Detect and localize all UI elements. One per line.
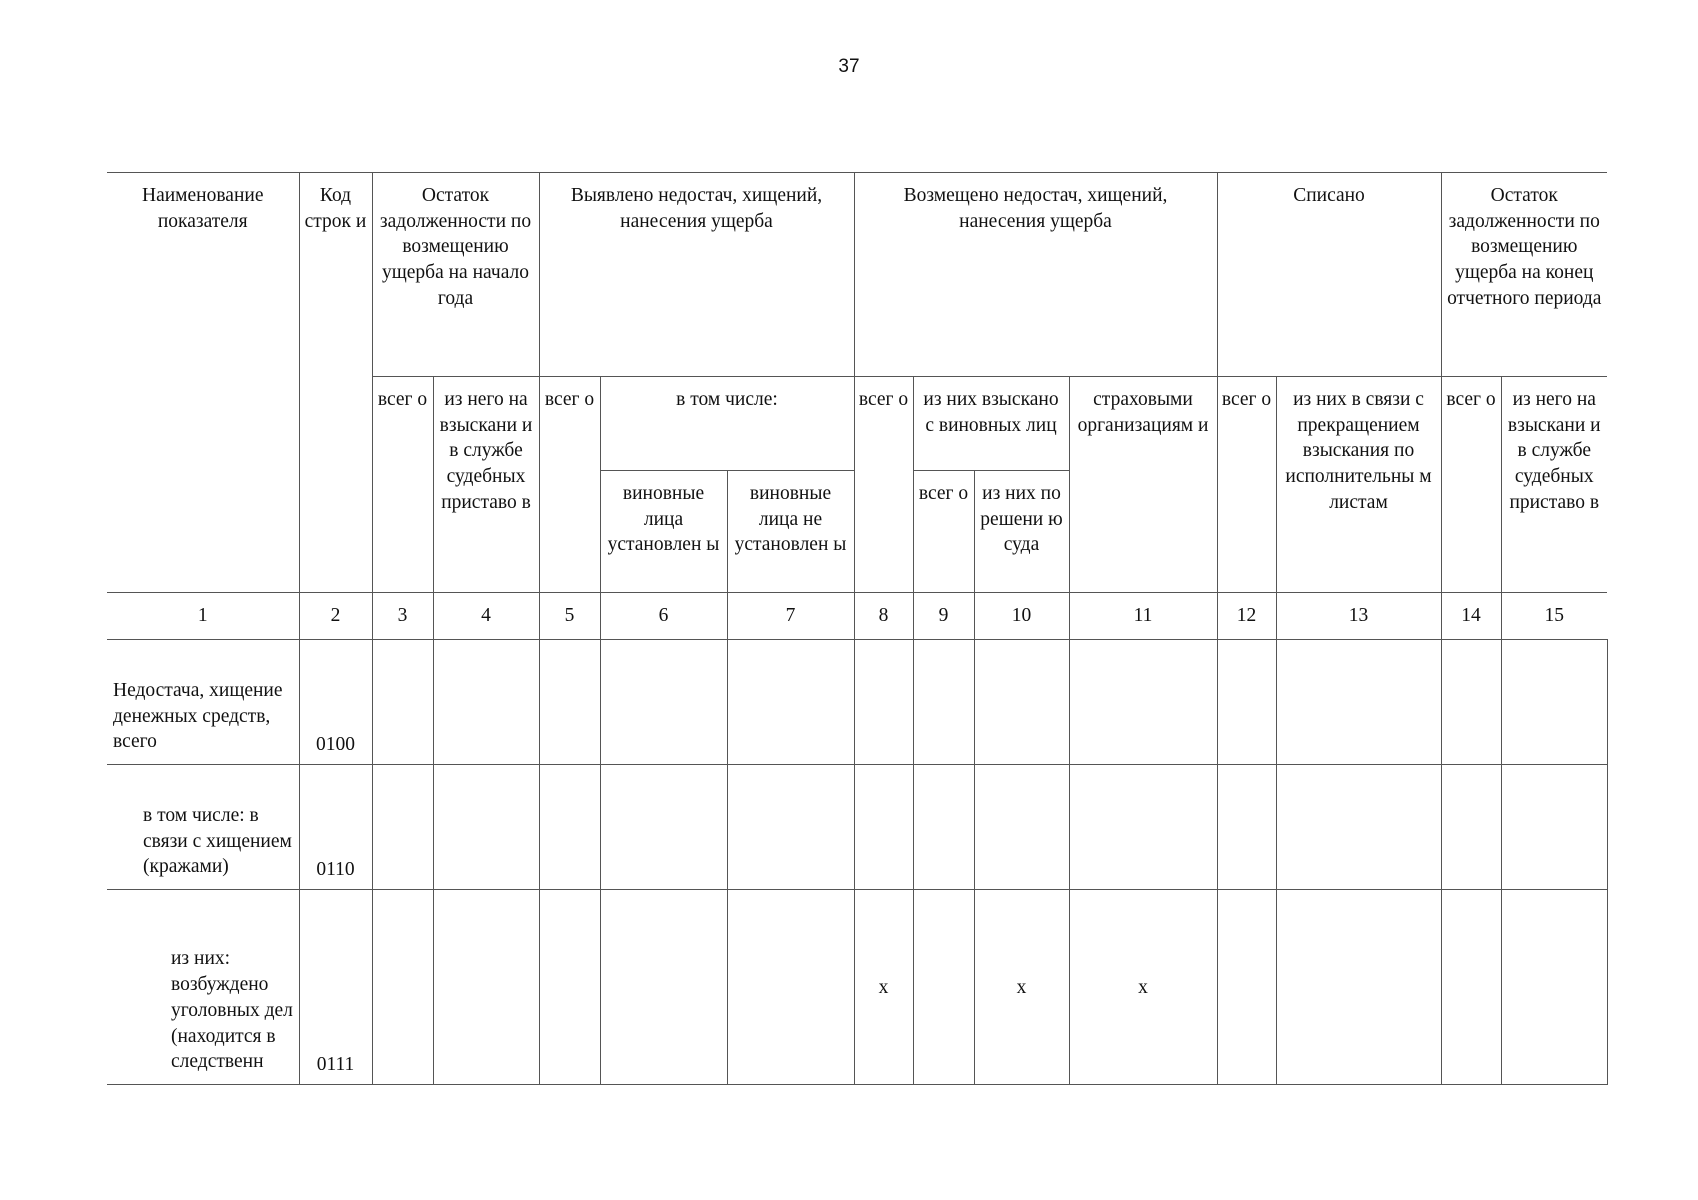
page-number: 37 xyxy=(838,56,860,77)
data-cell xyxy=(974,640,1069,765)
header-from-guilty: из них взыскано с виновных лиц xyxy=(913,377,1069,471)
data-cell xyxy=(913,640,974,765)
header-guilty-unknown: виновные лица не установлен ы xyxy=(727,471,854,593)
row-name xyxy=(107,765,299,890)
data-cell-excluded: x xyxy=(1069,890,1217,1085)
data-cell xyxy=(372,640,433,765)
data-cell xyxy=(1217,640,1276,765)
report-table xyxy=(107,172,1608,1085)
header-total-1: всег о xyxy=(372,377,433,593)
column-number: 10 xyxy=(974,593,1069,640)
column-number: 6 xyxy=(600,593,727,640)
header-total-3: всег о xyxy=(854,377,913,593)
data-cell xyxy=(854,765,913,890)
data-cell xyxy=(600,890,727,1085)
data-cell xyxy=(1501,890,1607,1085)
data-cell xyxy=(539,890,600,1085)
header-row-1 xyxy=(107,173,1607,377)
header-total-4: всег о xyxy=(913,471,974,593)
header-total-6: всег о xyxy=(1441,377,1501,593)
column-number: 3 xyxy=(372,593,433,640)
column-numbers-row xyxy=(107,593,1607,640)
column-number: 11 xyxy=(1069,593,1217,640)
header-bailiffs-2: из него на взыскани и в службе судебных приставо в xyxy=(1501,377,1607,593)
column-number: 13 xyxy=(1276,593,1441,640)
header-written-off: Списано xyxy=(1217,173,1441,377)
header-balance-end: Остаток задолженности по возмещению ущерба на конец отчетного периода xyxy=(1441,173,1607,377)
header-detected: Выявлено недостач, хищений, нанесения ущерба xyxy=(539,173,854,377)
data-cell xyxy=(1441,640,1501,765)
table-row xyxy=(107,890,1607,1085)
header-name: Наименование показателя xyxy=(107,173,299,593)
header-recovered: Возмещено недостач, хищений, нанесения ущерба xyxy=(854,173,1217,377)
row-name xyxy=(107,890,299,1085)
data-cell xyxy=(1501,640,1607,765)
data-cell xyxy=(913,765,974,890)
header-by-court: из них по решени ю суда xyxy=(974,471,1069,593)
header-insurance: страховыми организациям и xyxy=(1069,377,1217,593)
header-bailiffs-1: из него на взыскани и в службе судебных приставо в xyxy=(433,377,539,593)
data-cell xyxy=(539,765,600,890)
data-cell xyxy=(1217,765,1276,890)
column-number: 1 xyxy=(107,593,299,640)
data-cell-excluded: x xyxy=(854,890,913,1085)
column-number: 7 xyxy=(727,593,854,640)
row-code: 0110 xyxy=(299,765,372,890)
data-cell xyxy=(974,765,1069,890)
table-row xyxy=(107,765,1607,890)
data-cell xyxy=(600,640,727,765)
row-code: 0100 xyxy=(299,640,372,765)
row-name-text: из них: возбуждено уголовных дел (находится в следственн xyxy=(171,948,293,1073)
column-number: 14 xyxy=(1441,593,1501,640)
data-cell xyxy=(1501,765,1607,890)
data-cell xyxy=(1276,765,1441,890)
column-number: 8 xyxy=(854,593,913,640)
data-cell xyxy=(913,890,974,1085)
data-cell xyxy=(727,765,854,890)
row-name xyxy=(107,640,299,765)
header-total-2: всег о xyxy=(539,377,600,593)
data-cell-excluded: x xyxy=(974,890,1069,1085)
data-cell xyxy=(433,765,539,890)
data-cell xyxy=(372,890,433,1085)
header-writeoff-reason: из них в связи с прекращением взыскания по исполнительны м листам xyxy=(1276,377,1441,593)
data-cell xyxy=(1217,890,1276,1085)
data-cell xyxy=(854,640,913,765)
data-cell xyxy=(600,765,727,890)
header-including: в том числе: xyxy=(600,377,854,471)
data-cell xyxy=(727,640,854,765)
column-number: 5 xyxy=(539,593,600,640)
row-name-text: в том числе: в связи с хищением (кражами) xyxy=(143,804,292,878)
data-cell xyxy=(1276,890,1441,1085)
data-cell xyxy=(539,640,600,765)
row-code: 0111 xyxy=(299,890,372,1085)
data-cell xyxy=(1441,890,1501,1085)
data-cell xyxy=(372,765,433,890)
header-total-5: всег о xyxy=(1217,377,1276,593)
data-cell xyxy=(1441,765,1501,890)
table-row xyxy=(107,640,1607,765)
header-code: Код строк и xyxy=(299,173,372,593)
column-number: 12 xyxy=(1217,593,1276,640)
column-number: 9 xyxy=(913,593,974,640)
row-name-text: Недостача, хищение денежных средств, всего xyxy=(113,679,283,753)
data-cell xyxy=(433,640,539,765)
column-number: 2 xyxy=(299,593,372,640)
data-cell xyxy=(1069,640,1217,765)
data-cell xyxy=(727,890,854,1085)
column-number: 4 xyxy=(433,593,539,640)
header-guilty-known: виновные лица установлен ы xyxy=(600,471,727,593)
header-balance-start: Остаток задолженности по возмещению ущерба на начало года xyxy=(372,173,539,377)
column-number: 15 xyxy=(1501,593,1607,640)
data-cell xyxy=(1069,765,1217,890)
data-cell xyxy=(433,890,539,1085)
data-cell xyxy=(1276,640,1441,765)
